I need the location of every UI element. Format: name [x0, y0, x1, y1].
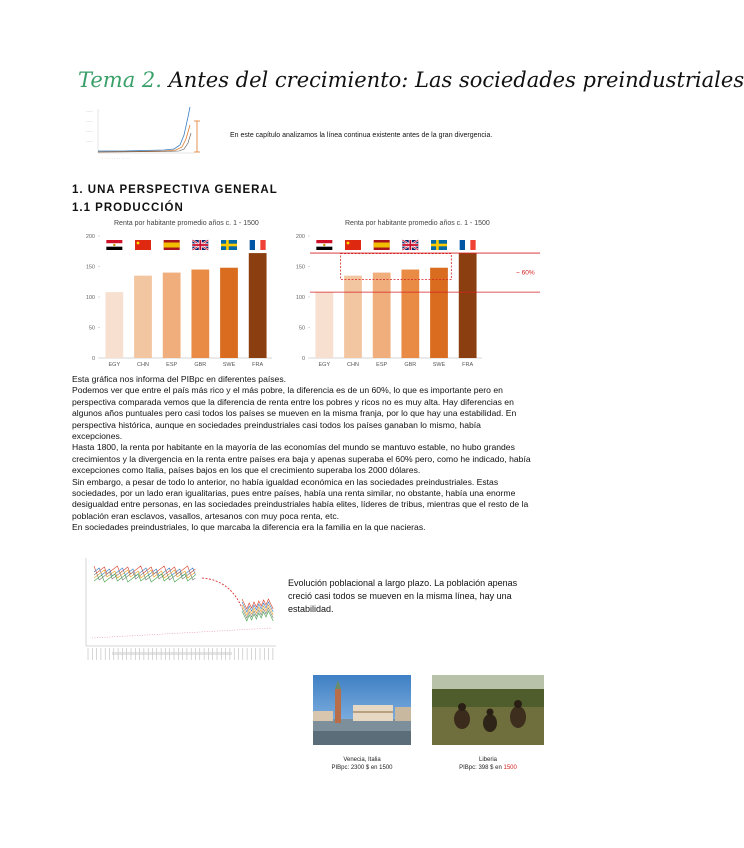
y-tick-label: 0: [301, 356, 305, 362]
svg-text:·····: ·····: [86, 119, 93, 124]
flag-icon: [345, 240, 361, 250]
annotation-60-percent: ~ 60%: [516, 269, 535, 277]
y-tick-label: 100: [85, 295, 95, 301]
bar-fra: [459, 253, 477, 358]
bar-gbr: [191, 270, 209, 358]
y-tick-label: 200: [85, 234, 95, 240]
paragraph: En sociedades preindustriales, lo que marcaba la diferencia era la familia en la que nacieras.: [72, 522, 426, 533]
liberia-place: Liberia: [478, 757, 497, 763]
y-tick-label: 0: [91, 356, 95, 362]
liberia-photo: [432, 675, 544, 745]
flag-icon: [316, 240, 332, 250]
flag-icon: [192, 240, 208, 250]
x-tick-label: GBR: [404, 362, 417, 368]
y-tick-label: 100: [295, 295, 305, 301]
bar-fra: [249, 253, 267, 358]
svg-text:·····: ·····: [86, 109, 93, 114]
venice-photo: [313, 675, 411, 745]
intro-text: En este capítulo analizamos la línea continua existente antes de la gran divergencia.: [230, 132, 493, 139]
flag-icon: [106, 240, 122, 250]
population-text: Evolución poblacional a largo plazo. La población apenas creció casi todos se mueven en la misma línea, hay una estabilidad.: [288, 578, 518, 614]
x-tick-label: FRA: [462, 362, 474, 368]
bar-egy: [105, 292, 123, 358]
y-tick-label: 150: [295, 264, 305, 271]
x-tick-label: SWE: [222, 362, 236, 368]
y-tick-label: 50: [88, 325, 95, 332]
flag-icon: [402, 240, 418, 250]
flag-icon: [374, 240, 390, 250]
flag-icon: [250, 240, 266, 250]
x-tick-label: CHN: [347, 362, 359, 368]
trend-line: [92, 628, 272, 638]
liberia-caption: Liberia PIBpc: 398 $ en 1500: [432, 756, 544, 772]
main-text: [72, 374, 532, 534]
divergence-thumbnail-chart: [84, 103, 214, 163]
trend-arrow: [202, 578, 242, 608]
flag-icon: [221, 240, 237, 250]
x-tick-label: EGY: [318, 362, 331, 368]
population-series: [94, 572, 195, 580]
x-tick-label: EGY: [108, 362, 121, 368]
svg-text:· · · · · · · · · ·: · · · · · · · · · · · ·: [102, 156, 131, 161]
flag-icon: [164, 240, 180, 250]
bar-chn: [344, 276, 362, 358]
section-heading-1: 1. UNA PERSPECTIVA GENERAL: [72, 184, 278, 196]
x-tick-label: ESP: [376, 362, 388, 368]
title-main: Antes del crecimiento: Las sociedades preindustriales: [168, 68, 744, 92]
bar-esp: [163, 273, 181, 358]
svg-text:·····: ·····: [86, 139, 93, 144]
title-prefix: Tema 2.: [78, 68, 162, 92]
page-title: [78, 68, 744, 92]
svg-text:·····: ·····: [86, 129, 93, 134]
x-tick-label: CHN: [137, 362, 149, 368]
bar-chn: [134, 276, 152, 358]
paragraph: Hasta 1800, la renta por habitante en la mayoría de las economías del mundo se mantuvo estable, no hubo grandes crecimientos y la divergencia en la renta entre países era baja y apenas superaba el 60% pero, como he indicado, había excepciones como Italia, países bajos en los que el crecimiento superaba los 2000 dólares.: [72, 442, 531, 476]
bar-gbr: [401, 270, 419, 358]
bar-egy: [315, 292, 333, 358]
chart1-bar-chart: [72, 228, 278, 372]
venice-place: Venecia, Italia: [343, 757, 381, 763]
paragraph: Esta gráfica nos informa del PIBpc en diferentes países.: [72, 374, 287, 384]
chart2-title: Renta por habitante promedio años c. 1 - 1500: [345, 220, 490, 227]
y-tick-label: 50: [298, 325, 305, 332]
x-tick-label: FRA: [252, 362, 264, 368]
legend: [112, 652, 232, 655]
bar-esp: [373, 273, 391, 358]
x-tick-label: ESP: [166, 362, 178, 368]
x-tick-label: SWE: [432, 362, 446, 368]
flag-icon: [135, 240, 151, 250]
flag-icon: [431, 240, 447, 250]
paragraph: Podemos ver que entre el país más rico y el más pobre, la diferencia es de un 60%, lo que es importante pero en perspectiva comparada vemos que la diferencia de renta entre los pobres y ricos no es muy alta. Hay diferencias en algunos años puntuales pero casi todos los países se mueven en la misma franja, por lo que hay una estabilidad. En perspectiva histórica, aunque en sociedades preindustriales casi todos los países ganaban lo mismo, había excepciones.: [72, 385, 517, 442]
y-tick-label: 200: [295, 234, 305, 240]
chart1-title: Renta por habitante promedio años c. 1 - 1500: [114, 220, 259, 227]
flag-icon: [460, 240, 476, 250]
y-tick-label: 150: [85, 264, 95, 271]
population-chart: [72, 548, 280, 676]
bar-swe: [430, 268, 448, 358]
x-tick-label: GBR: [194, 362, 207, 368]
bar-swe: [220, 268, 238, 358]
venice-caption: Venecia, Italia PIBpc: 2300 $ en 1500: [313, 756, 411, 772]
chart2-bar-chart: [282, 228, 544, 372]
paragraph: Sin embargo, a pesar de todo lo anterior, no había igualdad económica en las sociedades preindustriales. Estas sociedades, por un lado eran igualitarias, pues entre países, había una renta similar, no obstante, había una enorme desigualdad entre personas, en las sociedades preindustriales había elites, líderes de tribus, mientras que el resto de la población eran esclavos, vasallos, artesanos con muy poca renta, etc.: [72, 476, 529, 521]
section-heading-1-1: 1.1 PRODUCCIÓN: [72, 202, 184, 214]
